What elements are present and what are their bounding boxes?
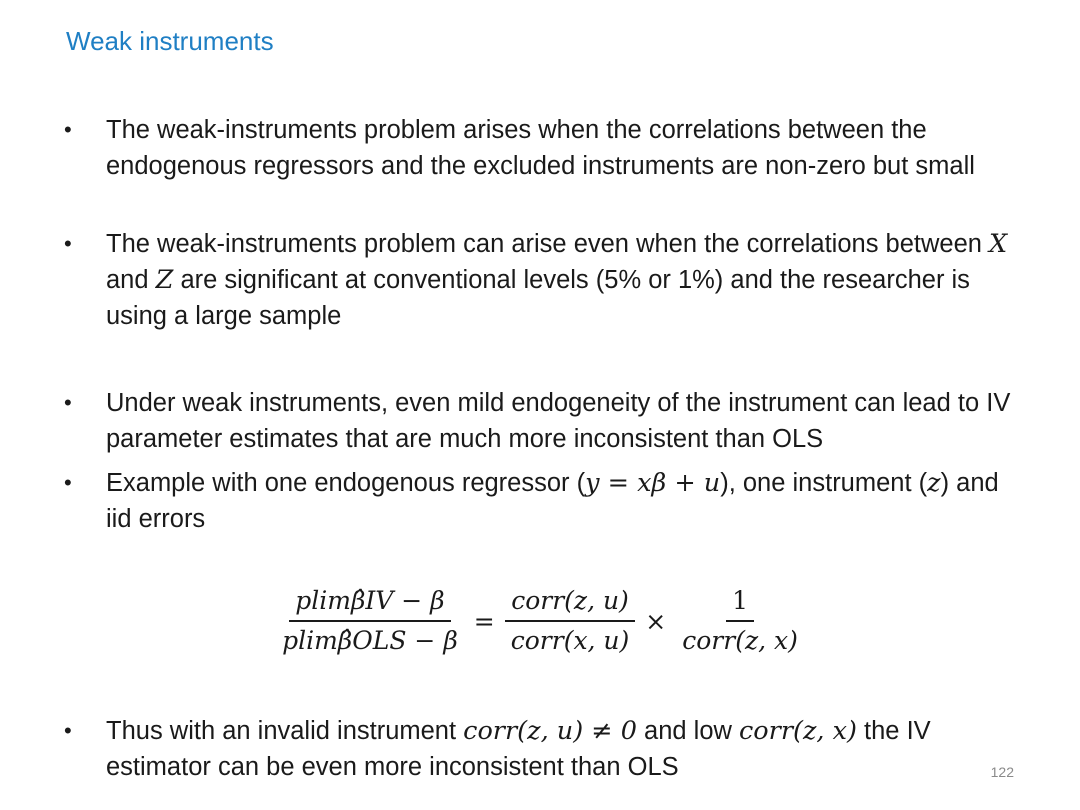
fraction-numerator: 1 — [726, 582, 754, 622]
bullet-icon: • — [64, 117, 72, 142]
times-sign: × — [645, 606, 667, 636]
bullet-item-4 — [64, 465, 1024, 537]
math-corr-zu: corr(z, u) ≠ 0 — [463, 716, 637, 746]
math-variable-z: Z — [155, 265, 174, 295]
slide-title: Weak instruments — [66, 26, 274, 56]
fraction-numerator: plimβ̂IV − β — [289, 582, 450, 622]
bullet-text-part: ), one instrument ( — [720, 469, 928, 497]
bullet-text-part: Thus with an invalid instrument — [106, 717, 464, 745]
bullet-text-part: ) and iid errors — [106, 469, 999, 533]
bullet-item-1 — [64, 112, 1024, 184]
bullet-text-part: and low — [636, 717, 740, 745]
bullet-icon: • — [64, 718, 72, 743]
bullet-text-part: the IV estimator can be even more inconsistent than OLS — [106, 717, 931, 781]
page-number: 122 — [990, 764, 1014, 780]
bullet-icon: • — [64, 390, 72, 415]
fraction-corr-ratio — [505, 582, 636, 660]
bullet-text: Under weak instruments, even mild endogeneity of the instrument can lead to IV parameter estimates that are much more inconsistent than OLS — [106, 389, 1011, 453]
math-corr-zx: corr(z, x) — [739, 716, 857, 746]
math-model-equation: y = xβ + u — [585, 468, 721, 498]
bullet-icon: • — [64, 470, 72, 495]
equals-sign: = — [473, 606, 495, 636]
bullet-text — [106, 713, 1024, 785]
bullet-text — [106, 226, 1024, 334]
math-variable-z: z — [927, 468, 941, 498]
bullet-item-3 — [64, 385, 1024, 457]
bullet-item-5 — [64, 713, 1024, 785]
bullet-text-part: and — [106, 266, 156, 294]
bullet-icon: • — [64, 231, 72, 256]
bullet-text-part: Example with one endogenous regressor ( — [106, 469, 586, 497]
bullet-text-part: The weak-instruments problem can arise even when the correlations between — [106, 230, 990, 258]
fraction-denominator: plimβ̂OLS − β — [282, 626, 458, 655]
fraction-inverse-corr — [676, 582, 804, 660]
plim-ratio-equation — [0, 582, 1080, 660]
fraction-numerator: corr(z, u) — [505, 582, 635, 622]
bullet-text — [106, 465, 1024, 537]
fraction-denominator: corr(x, u) — [510, 626, 630, 655]
fraction-plim-ratio — [276, 582, 464, 660]
bullet-text: The weak-instruments problem arises when the correlations between the endogenous regressors and the excluded instruments are non-zero but small — [106, 116, 975, 180]
fraction-denominator: corr(z, x) — [682, 626, 798, 655]
bullet-item-2 — [64, 226, 1024, 334]
bullet-text-part: are significant at conventional levels (5% or 1%) and the researcher is using a large sample — [106, 266, 970, 330]
math-variable-x: X — [989, 229, 1008, 259]
